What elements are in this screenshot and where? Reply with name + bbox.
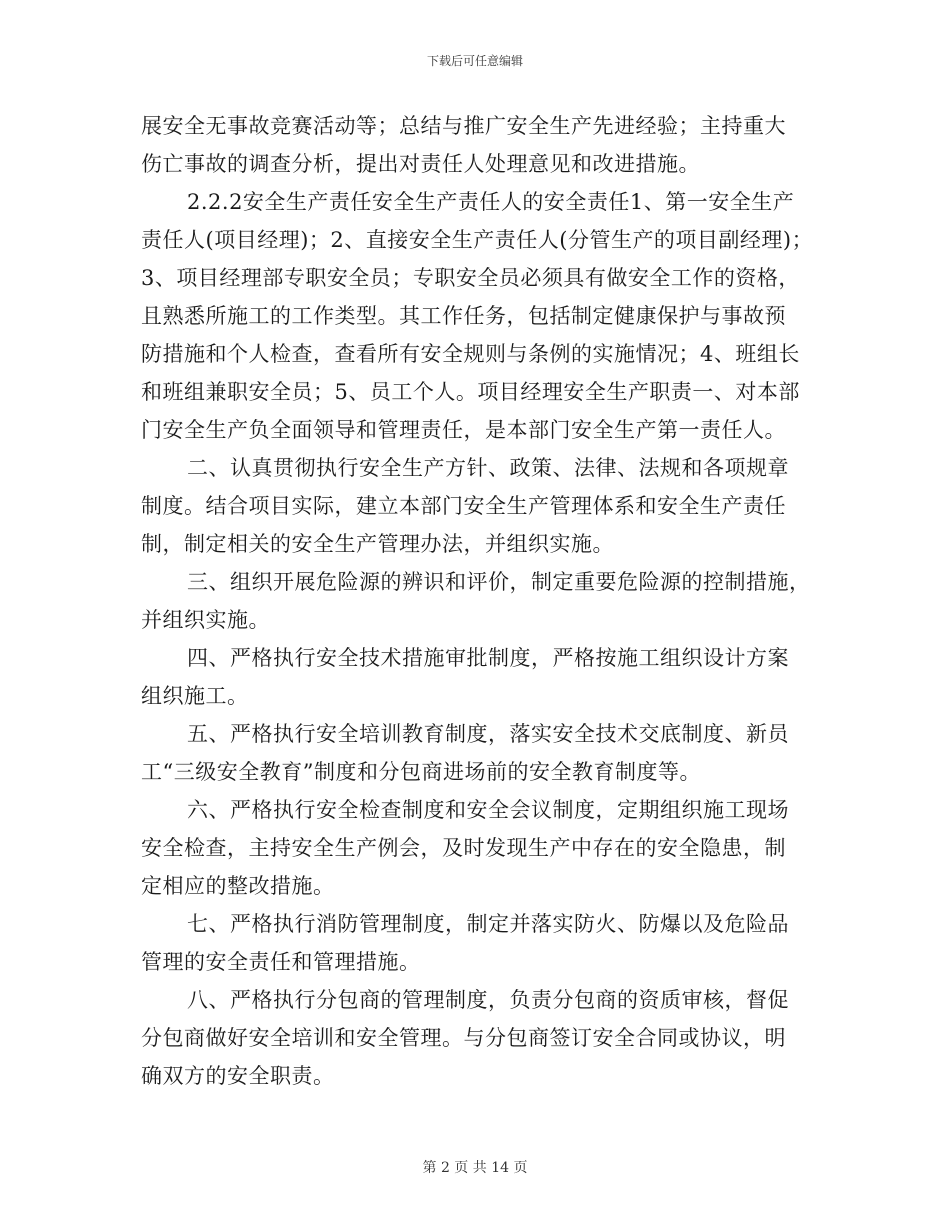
text-line: 安全检查，主持安全生产例会，及时发现生产中存在的安全隐患，制 xyxy=(141,836,786,860)
paragraph xyxy=(141,107,806,183)
text-line: 组织施工。 xyxy=(141,684,249,708)
text-line: 责任人(项目经理)；2、直接安全生产责任人(分管生产的项目副经理)； xyxy=(141,228,814,252)
text-line: 确双方的安全职责。 xyxy=(141,1064,335,1088)
paragraph xyxy=(141,981,806,1095)
text-line: 二、认真贯彻执行安全生产方针、政策、法律、法规和各项规章 xyxy=(187,456,789,480)
page-header: 下载后可任意编辑 xyxy=(426,54,523,68)
paragraph xyxy=(141,639,806,715)
text-line: 制，制定相关的安全生产管理办法，并组织实施。 xyxy=(141,532,614,556)
text-line: 3、项目经理部专职安全员；专职安全员必须具有做安全工作的资格， xyxy=(141,266,800,290)
text-line: 伤亡事故的调查分析，提出对责任人处理意见和改进措施。 xyxy=(141,152,700,176)
text-line: 且熟悉所施工的工作类型。其工作任务，包括制定健康保护与事故预 xyxy=(141,304,786,328)
paragraph xyxy=(141,449,806,563)
text-line: 并组织实施。 xyxy=(141,608,270,632)
text-line: 七、严格执行消防管理制度，制定并落实防火、防爆以及危险品 xyxy=(187,912,789,936)
text-line: 四、严格执行安全技术措施审批制度，严格按施工组织设计方案 xyxy=(187,646,789,670)
text-line: 和班组兼职安全员；5、员工个人。项目经理安全生产职责一、对本部 xyxy=(141,380,800,404)
text-line: 分包商做好安全培训和安全管理。与分包商签订安全合同或协议，明 xyxy=(141,1026,786,1050)
text-line: 八、严格执行分包商的管理制度，负责分包商的资质审核，督促 xyxy=(187,988,789,1012)
paragraph xyxy=(141,905,806,981)
text-line: 六、严格执行安全检查制度和安全会议制度，定期组织施工现场 xyxy=(187,798,789,822)
text-line: 五、严格执行安全培训教育制度，落实安全技术交底制度、新员 xyxy=(187,722,789,746)
paragraph xyxy=(141,183,814,449)
document-body xyxy=(141,107,814,1095)
text-line: 制度。结合项目实际，建立本部门安全生产管理体系和安全生产责任 xyxy=(141,494,786,518)
paragraph xyxy=(141,715,806,791)
text-line: 三、组织开展危险源的辨识和评价，制定重要危险源的控制措施， xyxy=(187,570,811,594)
text-line: 2.2.2安全生产责任安全生产责任人的安全责任1、第一安全生产 xyxy=(187,190,795,214)
text-line: 工“三级安全教育”制度和分包商进场前的安全教育制度等。 xyxy=(141,760,701,784)
paragraph xyxy=(141,791,806,905)
text-line: 定相应的整改措施。 xyxy=(141,874,335,898)
text-line: 管理的安全责任和管理措施。 xyxy=(141,950,421,974)
page-footer: 第 2 页 共 14 页 xyxy=(422,1160,528,1176)
paragraph xyxy=(141,563,811,639)
text-line: 门安全生产负全面领导和管理责任，是本部门安全生产第一责任人。 xyxy=(141,418,786,442)
text-line: 展安全无事故竞赛活动等；总结与推广安全生产先进经验；主持重大 xyxy=(141,114,786,138)
text-line: 防措施和个人检查，查看所有安全规则与条例的实施情况；4、班组长 xyxy=(141,342,800,366)
